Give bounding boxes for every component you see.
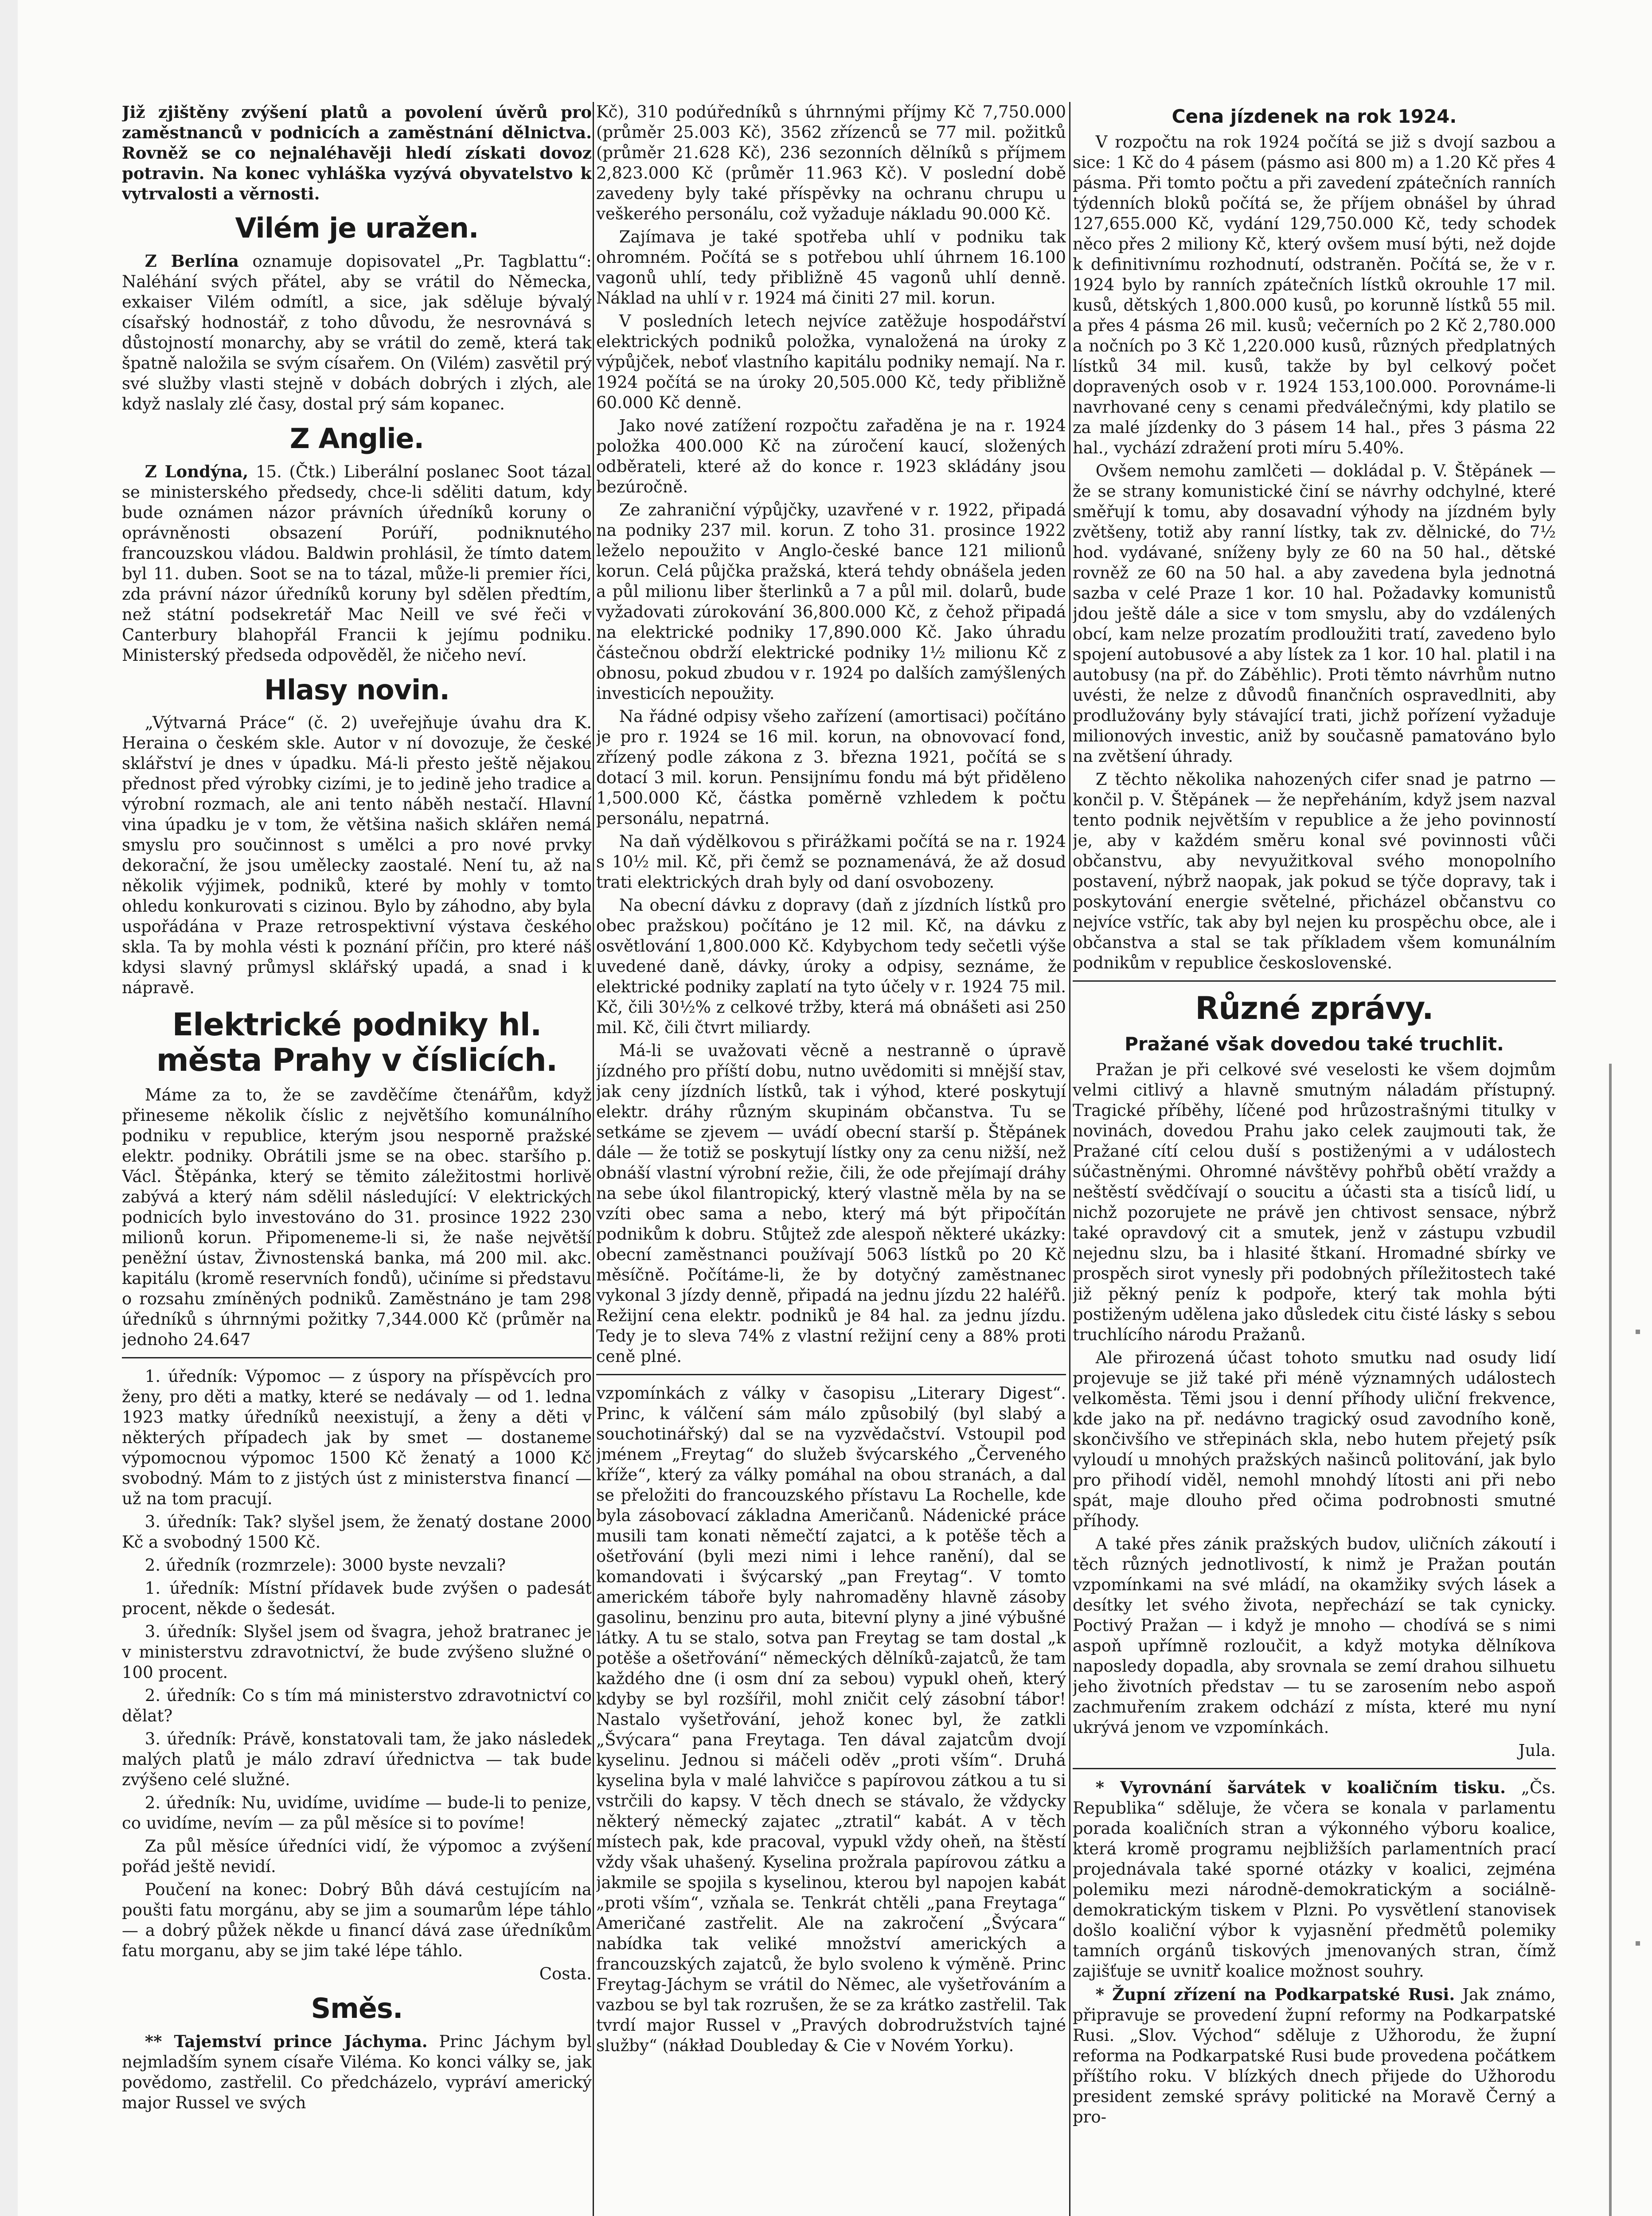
paragraph: Zajímava je také spotřeba uhlí v podniku tak ohromném. Počítá se s potřebou uhlí úhrnem 16.100 vagonů uhlí, tedy přibližně 45 vagonů uhlí denně. Náklad na uhlí v r. 1924 má činiti 27 mil. korun. (596, 227, 1066, 308)
paragraph: V posledních letech nejvíce zatěžuje hospodářství elektrických podniků položka, vynaložená na úroky z výpůjček, neboť vlastního kapitálu podniky nemají. Na r. 1924 počítá se na úroky 20,505.000 Kč, tedy přibližně 60.000 Kč denně. (596, 312, 1066, 412)
paragraph: Ale přirozená účast tohoto smutku nad osudy lidí projevuje se již také při méně významných událostech velkoměsta. Těmi jsou i denní příhody uliční frekvence, kde jako na př. nedávno tragický osud zavodního koně, skončivšího ve střepinách skla, nebo hutem přejetý psík vyloudí u mnohých pražských našinců politování, jak bylo pro přihodí viděl, nemohl mnohdý lítosti ani při nebo spát, maje dlouho před očima podrobnosti smutné příhody. (1073, 1348, 1556, 1530)
headline-ruzne: Různé zprávy. (1195, 990, 1433, 1026)
dialog-line: 3. úředník: Právě, konstatovali tam, že jako následek malých platů je málo zdraví úřednictva — tak bude zvýšeno celé služné. (122, 1729, 592, 1789)
headline-anglie: Z Anglie. (289, 422, 424, 455)
elektricke-continued: Kč), 310 podúředníků s úhrnnými příjmy Kč 7,750.000 (průměr 25.003 Kč), 3562 zřízenců se 77 mil. požitků (průměr 21.628 Kč), 236 sezonních dělníků s příjmem 2,823.000 Kč (průměr 11.963 Kč). V poslední době zavedeny byly také příspěvky na ochranu chrupu u veškerého personálu, což vyžaduje nákladu 90.000 Kč. (596, 102, 1066, 223)
sarvatky-article (1073, 1777, 1556, 1982)
headline-prazane: Pražané však dovedou také truchlit. (1125, 1033, 1504, 1055)
dialog-line: 2. úředník (rozmrzele): 3000 byste nevzali? (145, 1556, 506, 1575)
dialog-line: 2. úředník: Nu, uvidíme, uvidíme — bude-li to penize, co uvidíme, nevím — za půl měsíce si to povíme! (122, 1793, 592, 1833)
paragraph: Na daň výdělkovou s přirážkami počítá se na r. 1924 s 10½ mil. Kč, při čemž se poznamenává, že až dosud trati elektrických drah byly od daní osvobozeny. (596, 832, 1066, 892)
section-divider (596, 1374, 1066, 1375)
intro-paragraph: Již zjištěny zvýšení platů a povolení úvěrů pro zaměstnanců v podnicích a zaměstnání dělnictva. Rovněž se co nejnaléhavěji hledí získati dovoz potravin. Na konec vyhláška vyzývá obyvatelstvo k vytrvalosti a věrnosti. (122, 102, 592, 203)
paragraph: Na řádné odpisy všeho zařízení (amortisaci) počítáno je pro r. 1924 se 16 mil. korun, na obnovovací fond, zřízený podle zákona z 3. března 1921, počítá se s dotací 3 mil. korun. Pensijnímu fondu má být přiděleno 1,500.000 Kč, částka poměrně vzhledem k počtu personálu, nepatrná. (596, 707, 1066, 828)
elektricke-article: Máme za to, že se zavděčíme čtenářům, když přineseme několik číslic z největšího komunálního podniku v republice, kterým jsou nesporně pražské elektr. podniky. Obrátili jsme se na obec. staršího p. Václ. Štěpánka, který se těmito záležitostmi horlivě zabývá a který nám sdělil následující: V elektrických podnicích bylo investováno do 31. prosince 1922 230 milionů korun. Připomeneme-li si, že naše největší peněžní ústav, Živnostenská banka, má 200 mil. akc. kapitálu (kromě reservních fondů), učiníme si představu o rozsahu zmíněných podniků. Zaměstnáno je tam 298 úředníků s úhrnnými požitky 7,344.000 Kč (průměr na jednoho 24.647 (122, 1085, 592, 1349)
column-rule (1069, 102, 1070, 2216)
column-1 (122, 102, 592, 2216)
paragraph: Pražan je při celkové své veselosti ke všem dojmům velmi citlivý a hlavně smutným náladám přístupný. Tragické příběhy, líčené pod hrůzostrašnými titulky v novinách, dovedou Prahu jako celek zaujmouti tak, že Pražané cítí celou duší s postiženými a v událostech súčastněnými. Ohromné návštěvy pohřbů obětí vraždy a neštěstí svědčívají o soucitu a účasti sta a tisíců lidí, u nichž pozorujete ne právě jen chtivost sensace, nýbrž také opravdový cit a smutek, jenž v zástupu vzbudil nejednu slzu, ba i hlasité štkaní. Hromadné sbírky ve prospěch sirot vynesly při podobných příležitostech také již pěkný peníz k podpoře, který tak mohla býti postiženým udělena jako důsledek citu čisté lásky s sebou truchlícího národu Pražanů. (1073, 1060, 1556, 1344)
anglie-body: 15. (Čtk.) Liberální poslanec Soot tázal se ministerského předsedy, chce-li sděliti datum, kdy bude oznámen názor právních úředníků koruny o oprávněnosti obsazení Porúří, podniknutého francouzskou vládou. Baldwin prohlásil, že tímto datem byl 11. duben. Soot se na to tázal, může-li premier říci, zda právní názor úředníků koruny byl sdělen předtím, než státní podsekretář Mac Neill ve své řeči v Canterbury blahopřál Francii k jejímu podniku. Ministerský předseda odpověděl, že ničeho neví. (122, 462, 592, 665)
scan-mark (1636, 1941, 1640, 1946)
vilem-article (122, 251, 592, 414)
smes-body: Princ Jáchym byl nejmladším synem císaře Viléma. Ko konci války se, jak povědomo, zastřelil. Co předcházelo, vypráví americký major Russel ve svých (122, 2032, 592, 2112)
paragraph: Na obecní dávku z dopravy (daň z jízdních lístků pro obec pražskou) počítáno je 12 mil. Kč, na dávku z osvětlování 1,800.000 Kč. Kdybychom tedy sečetli výše uvedené daně, dávky, úroky a odpisy, seznáme, že elektrické podniky zaplatí na tyto účely v r. 1924 75 mil. Kč, čili 30½% z celkové tržby, která má obnášeti asi 250 mil. Kč, čili čtvrt miliardy. (596, 896, 1066, 1037)
column-rule (593, 102, 594, 2216)
anglie-article (122, 461, 592, 666)
smes-article (122, 2031, 592, 2113)
dialog-line: Za půl měsíce úředníci vidí, že výpomoc a zvýšení pořád ještě nevidí. (122, 1837, 592, 1876)
section-divider (1073, 980, 1556, 982)
sarvatky-title: * Vyrovnání šarvátek v koaličním tisku. (1095, 1778, 1506, 1797)
paragraph: V rozpočtu na rok 1924 počítá se již s dvojí sazbou a sice: 1 Kč do 4 pásem (pásmo asi 800 m) a 1.20 Kč přes 4 pásma. Při tomto počtu a při zavedení zpátečních ranních týdenních bloků počítá se, že příjem obnášel by úhrad 127,655.000 Kč, vydání 129,750.000 Kč, tedy schodek něco přes 2 miliony Kč, který ovšem musí býti, než dojde k definitivnímu rozhodnutí, odstraněn. Počítá se, že v r. 1924 bylo by ranních zpátečních lístků okrouhle 17 mil. kusů, dětských 1,800.000 kusů, po korunně lístků 55 mil. a přes 4 pásma 26 mil. kusů; večerních po 2 Kč 2,780.000 a nočních po 3 Kč 1,220.000 kusů, různých předplatných lístků 34 mil. kusů, takže by byl celkový počet dopravených osob v r. 1924 153,100.000. Porovnáme-li navrhované ceny s cenami předválečnými, kdy platilo se za malé jízdenky do 3 pásem 14 hal., přes 3 pásma 22 hal., vychází zdražení proti míru 5.40%. (1073, 133, 1556, 457)
dialog-line: 1. úředník: Výpomoc — z úspory na příspěvcích pro ženy, pro děti a matky, které se nedávaly — od 1. ledna 1923 matky úředníků neexistují, a ženy a děti v některých případech jak by smet — dostaneme výpomocnou výpomoc 1500 Kč ženatý a 1000 Kč svobodný. Mám to z jistých úst z ministerstva financí — už na tom pracují. (122, 1367, 592, 1508)
zupni-title: * Župní zřízení na Podkarpatské Rusi. (1095, 1985, 1455, 2004)
scan-edge (0, 0, 18, 2216)
sarvatky-body: „Čs. Republika“ sděluje, že včera se konala v parlamentu porada koaličních stran a výkonného výboru koalice, která kromě programu nejbližších parlamentních prací projednávala také sporné otázky v koalici, zejména polemiku mezi národně-demokratickým a sociálně-demokratickým tiskem v Plzni. Po vysvětlení stanovisek došlo koaliční výbor k vyjasnění předmětů polemiky tamních orgánů tiskových jmenovaných stran, čímž zajišťuje se uvnitř koalice možnost souhry. (1073, 1778, 1556, 1981)
smes-title: ** Tajemství prince Jáchyma. (145, 2032, 428, 2051)
scan-mark (1636, 1330, 1640, 1334)
section-divider (122, 1357, 592, 1358)
paragraph: Má-li se uvažovati věcně a nestranně o úpravě jízdného pro příští dobu, nutno uvědomiti si mnější stav, jak ceny jízdních lístků, tak i výhod, které poskytují elektr. dráhy různým skupinám občanstva. Tu se setkáme se zjevem — uvádí obecní starší p. Štěpánek dále — že totiž se poskytují lístky ony za cenu nižší, než obnáší vlastní výrobní režie, čili, že ode přejímají dráhy na sebe úkol filantropický, který vlastně měla by na se vzíti obec sama a nebo, který má být připočítán podnikům k dobru. Stůjtež zde alespoň některé ukázky: obecní zaměstnanci používají 5063 lístků po 20 Kč měsíčně. Počítáme-li, že by dotyčný zaměstnanec vykonal 3 jízdy denně, připadá na jednu jízdu 22 haléřů. Režijní cena elektr. podniků je 84 hal. za jednu jízdu. Tedy je to sleva 74% z vlastní režijní ceny a 88% proti ceně plné. (596, 1041, 1066, 1366)
vilem-body: oznamuje dopisovatel „Pr. Tagblattu“: Naléhání svých přátel, aby se vrátil do Německa, exkaiser Vilém odmítl, a sice, jak sděluje bývalý císařský hodnostář, z toho důvodu, že nesrovnává s důstojností monarchy, aby se vrátil do země, která tak špatně naložila se svým císařem. On (Vilém) zasvětil prý své služby vlasti stejně v dobách dobrých i zlých, ale když naslaly zlé časy, dostal prý sám kopanec. (122, 252, 592, 414)
paragraph: Ze zahraniční výpůjčky, uzavřené v r. 1922, připadá na podniky 237 mil. korun. Z toho 31. prosince 1922 leželo nepoužito v Anglo-české bance 121 milionů korun. Celá půjčka pražská, která tehdy obnášela jeden a půl milionu liber šterlinků a 7 a půl mil. dolarů, bude vyžadovati zúrokování 36,800.000 Kč, z čehož připadá na elektrické podniky 17,890.000 Kč. Jako úhradu částečnou obdrží elektrické podniky 1½ milionu Kč z obnosu, pokud zbudou v r. 1924 po dalších zamýšlených investicích nepoužity. (596, 500, 1066, 703)
section-divider (1073, 1768, 1556, 1769)
hlasy-article: „Výtvarná Práce“ (č. 2) uveřejňuje úvahu dra K. Heraina o českém skle. Autor v ní dovozuje, že české sklářství je dnes v úpadku. Má-li přesto ještě nějakou přednost před výrobky cizími, je to jedině jeho tradice a výrobní rozmach, ale ani tento náběh nestačí. Hlavní vina úpadku je v tom, že většina našich sklářen nemá smyslu pro součinnost s umělci a pro nové prvky dekorační, že jsou umělecky zaostalé. Není tu, až na několik výjimek, podniků, které by mohly v tomto ohledu konkurovati s cizinou. Bylo by záhodno, aby byla uspořádána v Praze retrospektivní výstava českého skla. Ta by mohla vésti k poznání příčin, pro které náš kdysi slavný průmysl sklářský upadá, a snad i k nápravě. (122, 713, 592, 997)
binding-fold (1609, 1064, 1612, 2216)
paragraph: Ovšem nemohu zamlčeti — dokládal p. V. Štěpánek — že se strany komunistické činí se návrhy odchylné, které směřují k tomu, aby dosavadní výhody na jízdném byly zvětšeny, totiž aby ranní lístky, tak zv. dělnické, do 7½ hod. vydávané, sníženy byly ze 60 na 50 hal., dětské rovněž ze 60 na 50 hal. a aby zavedena byla jednotná sazba v celé Praze 1 kor. 10 hal. Požadavky komunistů jdou ještě dále a sice v tom smyslu, aby do vzdálených obcí, kam nelze prozatím prodloužiti tratí, zavedeno bylo spojení autobusové a aby lístek za 1 kor. 10 hal. platil i na autobusy (na př. do Záběhlic). Proti těmto návrhům nutno uvésti, že nelze z důvodů finančních ospravedlniti, aby prodlužovány byly stávající trati, jichž pořízení vyžaduje milionových investic, aniž by současně pamatováno bylo na zvětšení úhrady. (1073, 461, 1556, 766)
prazane-signature: Jula. (1518, 1741, 1556, 1760)
vilem-dateline: Z Berlína (145, 251, 239, 271)
dialog-line: 3. úředník: Slyšel jsem od švagra, jehož bratranec je v ministerstvu zdravotnictví, že bude zvýšeno služné o 100 procent. (122, 1622, 592, 1682)
paragraph: Z těchto několika nahozených cifer snad je patrno — končil p. V. Štěpánek — že nepřeháním, když jsem nazval tento podnik největším v republice a že jeho povinností je, aby v každém směru konal své povinnosti vůči občanstvu, aby nevyužitkoval svého monopolního postavení, nýbrž naopak, jak pokud se týče dopravy, tak i poskytování energie světelné, přicházel občanstvu co nejvíce vstříc, tak aby byl nejen ku prospěchu obce, ale i občanstva a stal se tak příkladem všem komunálním podnikům v republice československé. (1073, 770, 1556, 972)
dialog-line: 2. úředník: Co s tím má ministerstvo zdravotnictví co dělat? (122, 1686, 592, 1725)
paragraph: Jako nové zatížení rozpočtu zařaděna je na r. 1924 položka 400.000 Kč na zúročení kaucí, složených odběrateli, které až do konce r. 1923 skládány jsou bezúročně. (596, 416, 1066, 496)
column-3 (1073, 102, 1556, 2216)
paragraph: A také přes zánik pražských budov, uličních zákoutí i těch různých jednotlivostí, k nimž je Pražan poután vzpomínkami na své mládí, na okamžiky svých lásek a desítky let svého života, nepřechází se tak cynicky. Poctivý Pražan — i když je mnoho — chodívá se s nimi aspoň upřímně rozloučit, a když motyka dělníkova naposledy dopadla, aby srovnala se zemí drahou silhuetu jeho životních představ — tu se zarosením nebo aspoň zachmuřením zrakem odchází z místa, které mu nyní ukrývá jenom ve vzpomínkách. (1073, 1534, 1556, 1737)
anglie-dateline: Z Londýna, (145, 462, 249, 481)
headline-vilem: Vilém je uražen. (235, 212, 479, 244)
zupni-article (1073, 1984, 1556, 2127)
dialog-line: 3. úředník: Tak? slyšel jsem, že ženatý dostane 2000 Kč a svobodný 1500 Kč. (122, 1512, 592, 1552)
headline-hlasy: Hlasy novin. (264, 674, 449, 706)
headline-smes: Směs. (311, 1992, 403, 2025)
dialog-line: 1. úředník: Místní přídavek bude zvýšen o padesát procent, někde o šedesát. (122, 1579, 592, 1618)
column-2 (596, 102, 1066, 2216)
headline-elektricke: Elektrické podniky hl. města Prahy v číslicích. (156, 1007, 558, 1078)
dialog-signature: Costa. (539, 1964, 592, 1983)
headline-cena: Cena jízdenek na rok 1924. (1172, 105, 1457, 127)
smes-continued: vzpomínkách z války v časopisu „Literary Digest“. Princ, k válčení sám málo způsobilý (byl slabý a souchotinářský) dal se na vyzvědačství. Vstoupil pod jménem „Freytag“ do služeb švýcarského „Červeného kříže“, který za války pomáhal na obou stranách, a dal se přeložiti do francouzského přístavu La Rochelle, kde byla zásobovací základna Američanů. Nádenické práce musili tam konati němečtí zajatci, a k potěše těch a ošetřování (byli mezi nimi i lehce ranění), dal se komandovati i švýcarský „pan Freytag“. V tomto americkém táboře byly nahromaděny hlavně zásoby gasolinu, benzinu pro auta, bitevní plyny a jiné výbušné látky. A tu se stalo, sotva pan Freytag se tam dostal „k potěše a ošetřování“ německých dělníků-zajatců, že tam každého dne (i osm dní za sebou) vypukl oheň, který kdyby se byl rozšířil, mohl zničit celý zásobní tábor! Nastalo vyšetřování, jehož konec byl, že zatkli „Švýcara“ pana Freytaga. Ten dával zajatcům dvojí kyselinu. Jednou si máčeli oděv „proti vším“. Druhá kyselina byla v malé lahvičce s papírovou zátkou a tu si vstrčili do kapsy. V těch dnech se stávalo, že vždycky některý německý zajatec „ztratil“ kabát. A v těch místech pak, kde pracoval, vypukl vždy oheň, na štěstí vždy však uhašený. Kyselina prožrala papírovou zátku a jakmile se spojila s kyselinou, kterou byl napojen kabát „proti vším“, vzňala se. Tenkrát chtěli „pana Freytaga“ Američané zastřelit. Ale na zakročení „Švýcara“ nabídka tak veliké množství amerických a francouzských zajatců, že bylo svoleno k výměně. Princ Freytag-Jáchym se vrátil do Němec, ale vyšetřováním a vazbou se byl tak rozrušen, že se za krátko zastřelil. Tak tvrdí major Russel v „Pravých dobrodružstvích tajné služby“ (nákład Doubleday & Cie v Novém Yorku). (596, 1384, 1066, 2055)
zupni-body: Jak známo, připravuje se provedení župní reformy na Podkarpatské Rusi. „Slov. Východ“ sděluje z Užhorodu, že župní reforma na Podkarpatské Rusi bude provedena počátkem příštího roku. V blízkých dnech přijede do Užhorodu president zemské správy politické na Moravě Černý a pro- (1073, 1985, 1556, 2126)
dialog-line: Poučení na konec: Dobrý Bůh dává cestujícím na poušti fatu morgánu, aby se jim a soumarům lépe táhlo — a dobrý půžek někde u financí dává zase úředníkům fatu morganu, aby se jim také lépe táhlo. (122, 1880, 592, 1960)
